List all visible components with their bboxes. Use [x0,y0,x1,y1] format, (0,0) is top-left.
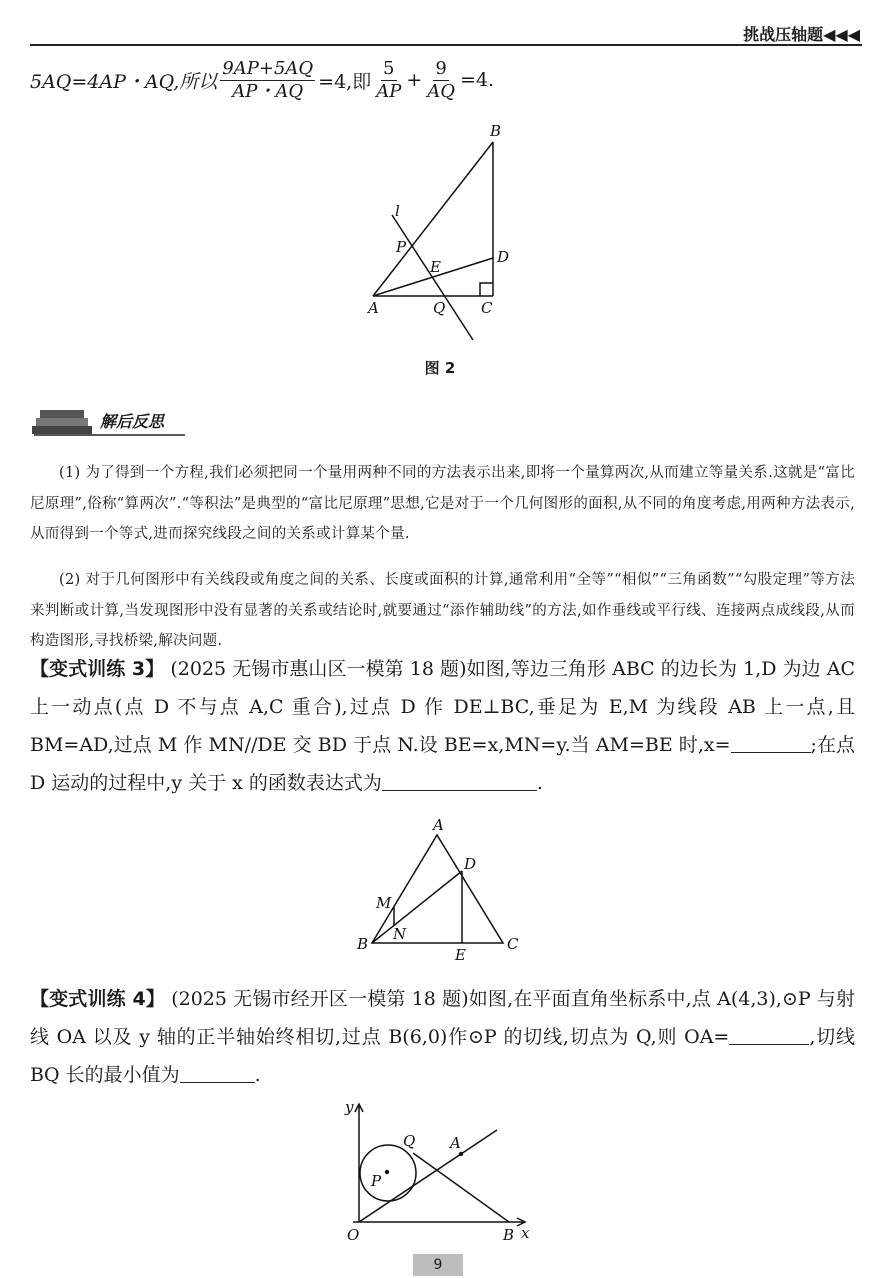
eq-lead: 5AQ=4AP・AQ,所以 [30,70,218,93]
variant-4-diagram [335,1098,545,1248]
running-header: 挑战压轴题◀◀◀ [743,25,860,44]
fraction-3-denominator: AQ [427,80,456,102]
answer-blank-x[interactable] [731,733,811,753]
variant-3-text-c: . [536,772,543,794]
label-n: N [393,925,407,943]
variant-3-problem [30,650,855,802]
label-m: M [376,894,392,912]
section-title: 解后反思 [100,412,165,431]
fraction-2 [374,58,403,103]
variant-4-text-a: (2025 无锡市经开区一模第 18 题)如图,在平面直角坐标系中,点 A(4,3),⊙P 与射线 OA 以及 y 轴的正半轴始终相切,过点 B(6,0)作⊙P 的切线,切点为 Q,则 OA= [30,988,855,1048]
label-e: E [455,946,466,964]
header-rule [30,44,862,46]
figure-2-caption: 图 2 [424,359,456,377]
variant-4-text-c: . [254,1064,261,1086]
label-c: C [481,299,493,317]
label-b: B [357,935,369,953]
label-d: D [497,248,510,266]
label-a: A [433,816,444,834]
label-b: B [490,122,502,140]
fraction-3-numerator: 9 [435,57,447,79]
point-a [459,1152,463,1156]
label-e: E [430,258,441,276]
variant-3-diagram [345,815,535,965]
eq-tail: =4. [460,69,495,91]
line-l [392,215,473,340]
label-q: Q [433,299,446,317]
fraction-2-numerator: 5 [383,57,395,79]
fraction-1 [220,58,315,103]
variant-4-text-b: ,切线 BQ 长的最小值为 [30,1026,855,1086]
answer-blank-y-expression[interactable] [382,771,537,791]
label-q: Q [403,1132,416,1150]
label-o: O [347,1226,360,1244]
page-number: 9 [413,1254,463,1276]
center-p-point [385,1170,389,1174]
figure-2-diagram [340,118,540,348]
variant-3-tag: 【变式训练 3】 [30,658,165,680]
label-p: P [396,238,407,256]
reflection-paragraph-2: (2) 对于几何图形中有关线段或角度之间的关系、长度或面积的计算,通常利用“全等”“相似”“三角函数”“勾股定理”等方法来判断或计算,当发现图形中没有显著的关系或结论时,就要通过“添作辅助线”的方法,如作垂线或平行线、连接两点成线段,从而构造图形,寻找桥梁,解决问题. [30,572,855,649]
label-y: y [345,1098,354,1116]
label-x: x [521,1224,530,1242]
fraction-1-numerator: 9AP+5AQ [222,57,314,79]
variant-4-tag: 【变式训练 4】 [30,988,166,1010]
label-a: A [368,299,379,317]
label-c: C [507,935,519,953]
variant-3-text-a: (2025 无锡市惠山区一模第 18 题)如图,等边三角形 ABC 的边长为 1,D 为边 AC 上一动点(点 D 不与点 A,C 重合),过点 D 作 DE⊥BC,垂足为 E,M 为线段 AB 上一点,且 BM=AD,过点 M 作 MN//DE 交 BD 于点 N.设 BE=x,MN=y.当 AM=BE 时,x= [30,658,855,756]
variant-4-problem [30,980,855,1094]
label-b: B [503,1226,515,1244]
label-p: P [371,1172,382,1190]
fraction-2-denominator: AP [376,80,402,102]
variant-3-text-b: ;在点 D 运动的过程中,y 关于 x 的函数表达式为 [30,734,855,794]
fraction-3 [425,58,457,103]
label-l: l [395,202,400,220]
eq-plus: + [406,69,423,91]
answer-blank-oa[interactable] [729,1025,809,1045]
tangent-bq [413,1153,509,1222]
reflection-paragraph-1: (1) 为了得到一个方程,我们必须把同一个量用两种不同的方法表示出来,即将一个量算两次,从而建立等量关系.这就是“富比尼原理”,俗称“算两次”.“等积法”是典型的“富比尼原理”思想,它是对于一个几何图形的面积,从不同的角度考虑,用两种方法表示,从而得到一个等式,进而探究线段之间的关系或计算某个量. [30,465,855,542]
label-a: A [450,1134,461,1152]
equation-line [30,52,494,108]
fraction-1-denominator: AP・AQ [232,80,304,102]
answer-blank-bq[interactable] [180,1063,255,1083]
right-angle-mark-c [480,283,493,296]
eq-mid: =4,即 [318,70,372,93]
label-d: D [464,855,477,873]
